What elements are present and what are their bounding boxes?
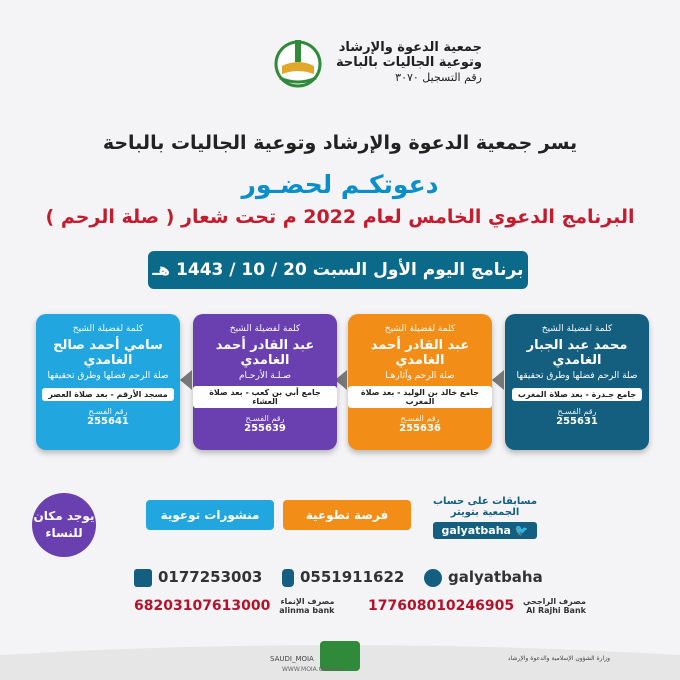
permit-label: رقم الفسـح (557, 407, 597, 416)
card-kicker: كلمة لفضيلة الشيخ (384, 324, 456, 334)
competition-handle[interactable] (433, 522, 536, 539)
publications-pill: منشورات توعوية (146, 500, 274, 530)
lecture-topic: صلة الرحم فضلها وطرق تحقيقها (516, 371, 638, 381)
website: WWW.MOIA.GOV.SA (282, 666, 342, 673)
handle-text: galyatbaha (441, 524, 511, 537)
lecture-card-2 (348, 314, 492, 450)
competition-text: مسابقات على حساب الجمعية بتويتر (432, 496, 538, 518)
org-registration: رقم التسجيل ٣٠٧٠ (395, 71, 482, 84)
card-kicker: كلمة لفضيلة الشيخ (72, 324, 144, 334)
permit-number: 255631 (556, 416, 598, 427)
permit-label: رقم الفسـح (400, 414, 440, 423)
rajhi-account-number: 177608010246905 (368, 598, 515, 614)
permit-number: 255641 (87, 416, 129, 427)
twitter-contact[interactable] (424, 566, 543, 588)
women-space-badge (32, 493, 96, 557)
phone-icon (134, 569, 152, 587)
speaker-name: عبد القادر أحمد الغامدي (215, 338, 315, 368)
twitter-icon (424, 569, 442, 587)
twitter-handle: galyatbaha (448, 568, 543, 586)
lecture-place: جامع جـدرة - بعد صلاة المغرب (512, 388, 642, 401)
ministry-name: وزارة الشؤون الإسلامية والدعوة والإرشاد (507, 655, 610, 662)
permit-number: 255636 (399, 423, 441, 434)
rajhi-name-ar: مصرف الراجحي (523, 597, 586, 606)
social-handle: SAUDI_MOIA (270, 655, 314, 663)
invite-heading: دعوتكـم لحضـور (241, 170, 439, 199)
phone-contact[interactable] (134, 566, 262, 588)
alinma-name-en: alinma bank (279, 606, 335, 615)
phone-number: 0177253003 (158, 568, 263, 586)
day-banner: برنامج اليوم الأول السبت 20 / 10 / 1443 هـ (148, 251, 528, 289)
org-name (332, 40, 482, 85)
lecture-card-1 (505, 314, 649, 450)
alinma-account (134, 597, 335, 615)
arrow-left-icon (492, 370, 504, 390)
speaker-name: عبد القادر أحمد الغامدي (370, 338, 470, 368)
mobile-icon (282, 569, 294, 587)
rajhi-bank-name (523, 597, 586, 615)
lecture-place: مسجد الأرقم - بعد صلاة العصر (42, 388, 173, 401)
speaker-name: سامي أحمد صالح الغامدي (53, 338, 163, 368)
lecture-topic: صلة الرحم فضلها وطرق تحقيقها (47, 371, 169, 381)
org-logo-emblem (268, 36, 328, 88)
lecture-topic: صلة الرحم وآثارهـا (385, 371, 455, 381)
lecture-card-3 (193, 314, 337, 450)
permit-label: رقم الفسـح (88, 407, 128, 416)
permit-number: 255639 (244, 423, 286, 434)
permit-label: رقم الفسـح (245, 414, 285, 423)
twitter-icon: 🐦 (514, 524, 529, 537)
card-kicker: كلمة لفضيلة الشيخ (229, 324, 301, 334)
lecture-place: جامع خالد بن الوليد - بعد صلاة المغرب (348, 386, 492, 408)
rajhi-name-en: Al Rajhi Bank (526, 606, 586, 615)
lecture-card-4 (36, 314, 180, 450)
org-line2: وتوعية الجاليات بالباحة (335, 55, 482, 70)
lecture-topic: صـلـة الأرحـام (238, 371, 292, 381)
lecture-place: جامع أبي بن كعب - بعد صلاة العشاء (193, 386, 337, 408)
org-line1: جمعية الدعوة والإرشاد (338, 40, 482, 55)
alinma-account-number: 68203107613000 (134, 598, 271, 614)
rajhi-account (368, 597, 586, 615)
alinma-bank-name (279, 597, 334, 615)
intro-line: يسر جمعية الدعوة والإرشاد وتوعية الجاليات بالباحة (102, 132, 578, 154)
mobile-contact[interactable] (282, 566, 404, 588)
mobile-number: 0551911622 (300, 568, 405, 586)
speaker-name: محمد عبد الجبار الغامدي (526, 338, 628, 368)
volunteer-pill: فرصة تطوعية (283, 500, 411, 530)
women-space-text: يوجد مكان للنساء (33, 509, 95, 540)
twitter-competition (420, 496, 550, 539)
card-kicker: كلمة لفضيلة الشيخ (541, 324, 613, 334)
arrow-left-icon (180, 370, 192, 390)
alinma-name-ar: مصرف الإنماء (280, 597, 335, 606)
program-title: البرنامج الدعوي الخامس لعام 2022 م تحت شعار ( صلة الرحم ) (45, 206, 635, 228)
